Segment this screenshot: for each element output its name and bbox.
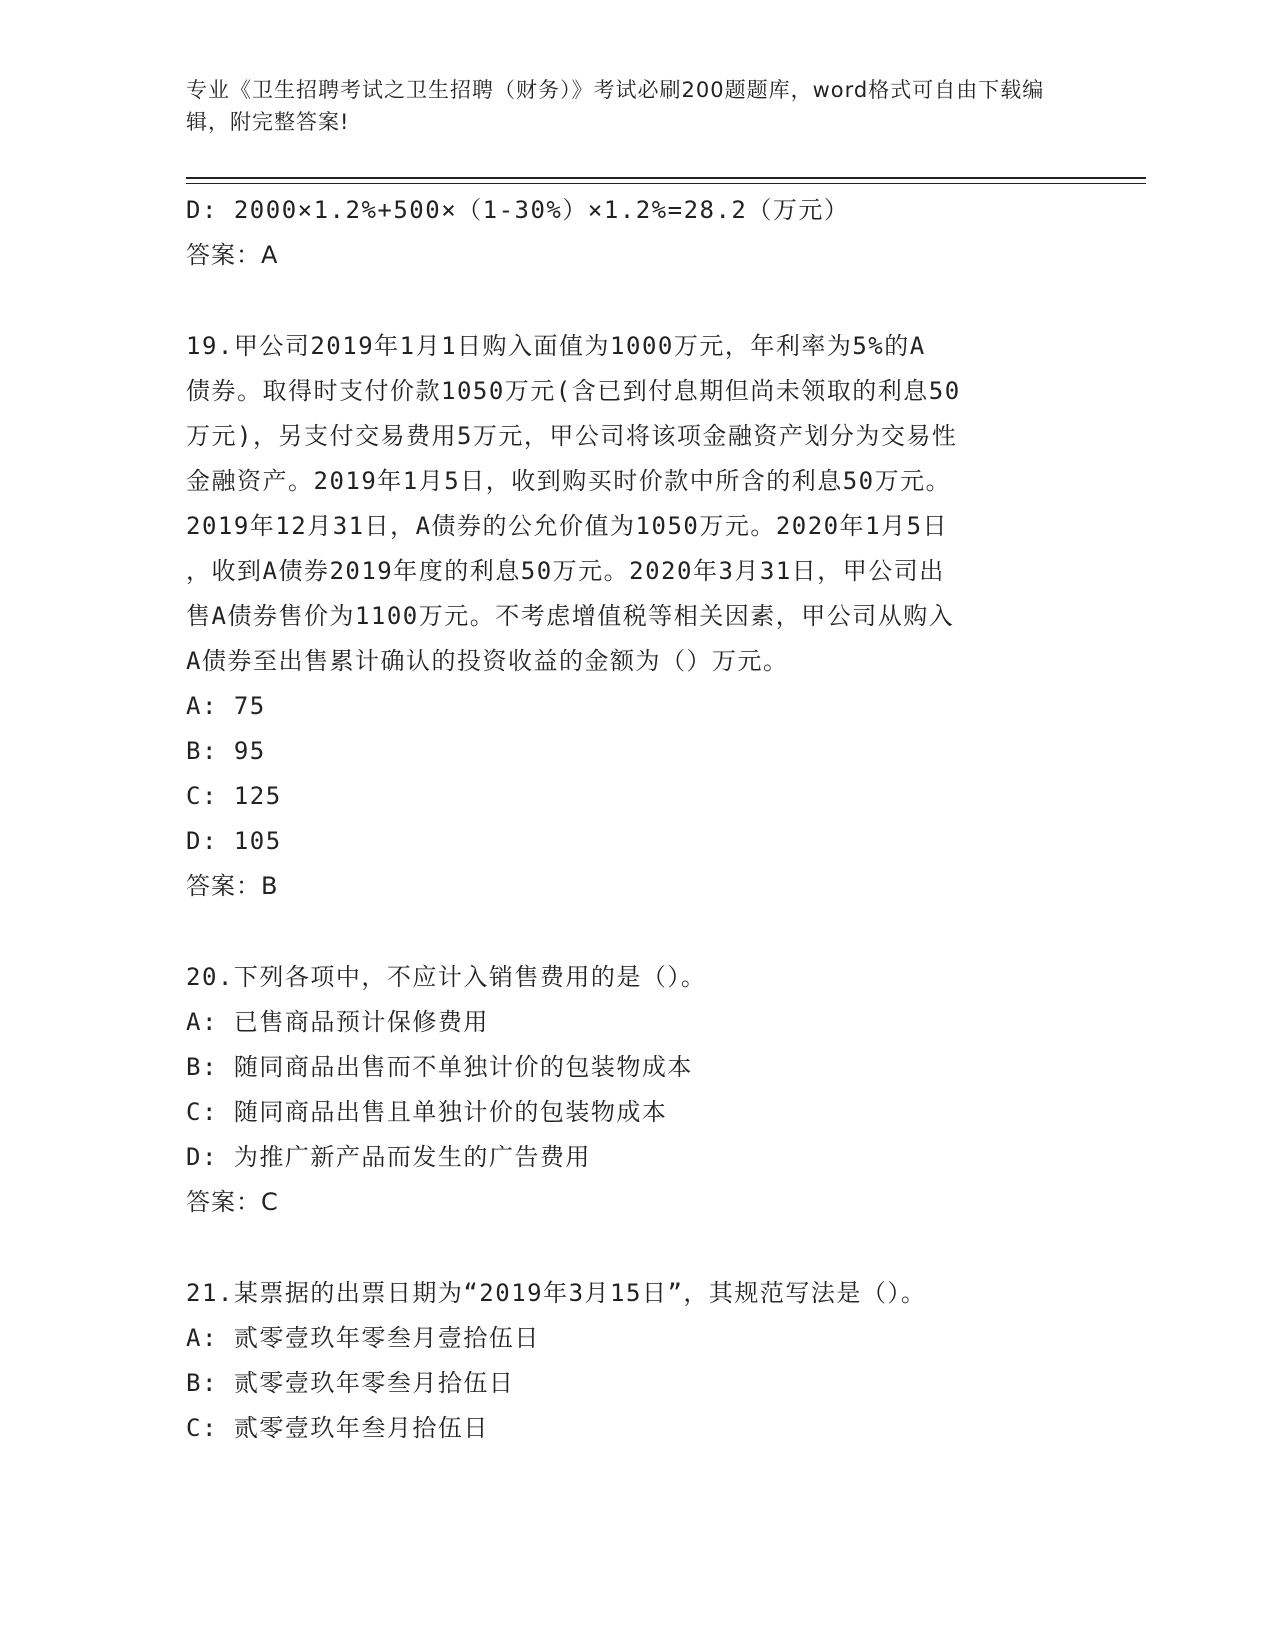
- question-21-option-a: A: 贰零壹玖年零叁月壹拾伍日: [186, 1324, 540, 1352]
- header-divider-thin: [186, 183, 1146, 184]
- question-20-option-d: D: 为推广新产品而发生的广告费用: [186, 1143, 591, 1171]
- question-19-line: 19.甲公司2019年1月1日购入面值为1000万元，年利率为5%的A: [186, 332, 926, 360]
- question-19-line: 债券。取得时支付价款1050万元(含已到付息期但尚未领取的利息50: [186, 377, 961, 405]
- question-19-option-d: D: 105: [186, 827, 282, 855]
- question-21-option-b: B: 贰零壹玖年零叁月拾伍日: [186, 1369, 515, 1397]
- question-content: [186, 188, 1086, 1451]
- prev-answer: 答案：A: [186, 241, 279, 269]
- question-19-option-c: C: 125: [186, 782, 282, 810]
- question-19-line: A债券至出售累计确认的投资收益的金额为（）万元。: [186, 647, 789, 675]
- header-divider-thick: [186, 177, 1146, 179]
- question-19-answer: 答案：B: [186, 872, 279, 900]
- document-header: 专业《卫生招聘考试之卫生招聘（财务）》考试必刷200题题库，word格式可自由下载编辑，附完整答案!: [186, 78, 1045, 134]
- question-20-option-a: A: 已售商品预计保修费用: [186, 1008, 489, 1036]
- question-19-option-a: A: 75: [186, 692, 266, 720]
- question-19-line: 万元)，另支付交易费用5万元，甲公司将该项金融资产划分为交易性: [186, 422, 958, 450]
- spacer: [186, 909, 1086, 955]
- question-20-option-c: C: 随同商品出售且单独计价的包装物成本: [186, 1098, 668, 1126]
- question-21: [186, 1271, 1086, 1451]
- prev-option-d: D: 2000×1.2%+500×（1-30%）×1.2%=28.2（万元）: [186, 196, 850, 224]
- question-19: [186, 324, 1086, 909]
- spacer: [186, 1225, 1086, 1271]
- question-19-option-b: B: 95: [186, 737, 266, 765]
- question-19-line: 2019年12月31日，A债券的公允价值为1050万元。2020年1月5日: [186, 512, 949, 540]
- spacer: [186, 278, 1086, 324]
- question-19-line: 金融资产。2019年1月5日，收到购买时价款中所含的利息50万元。: [186, 467, 952, 495]
- question-20-answer: 答案：C: [186, 1188, 279, 1216]
- question-20-stem: 20.下列各项中，不应计入销售费用的是（）。: [186, 963, 707, 991]
- question-21-stem: 21.某票据的出票日期为“2019年3月15日”，其规范写法是（）。: [186, 1279, 927, 1307]
- question-20: [186, 955, 1086, 1225]
- question-21-option-c: C: 贰零壹玖年叁月拾伍日: [186, 1414, 489, 1442]
- question-19-line: ，收到A债券2019年度的利息50万元。2020年3月31日，甲公司出: [186, 557, 945, 585]
- question-19-line: 售A债券售价为1100万元。不考虑增值税等相关因素，甲公司从购入: [186, 602, 955, 630]
- question-20-option-b: B: 随同商品出售而不单独计价的包装物成本: [186, 1053, 693, 1081]
